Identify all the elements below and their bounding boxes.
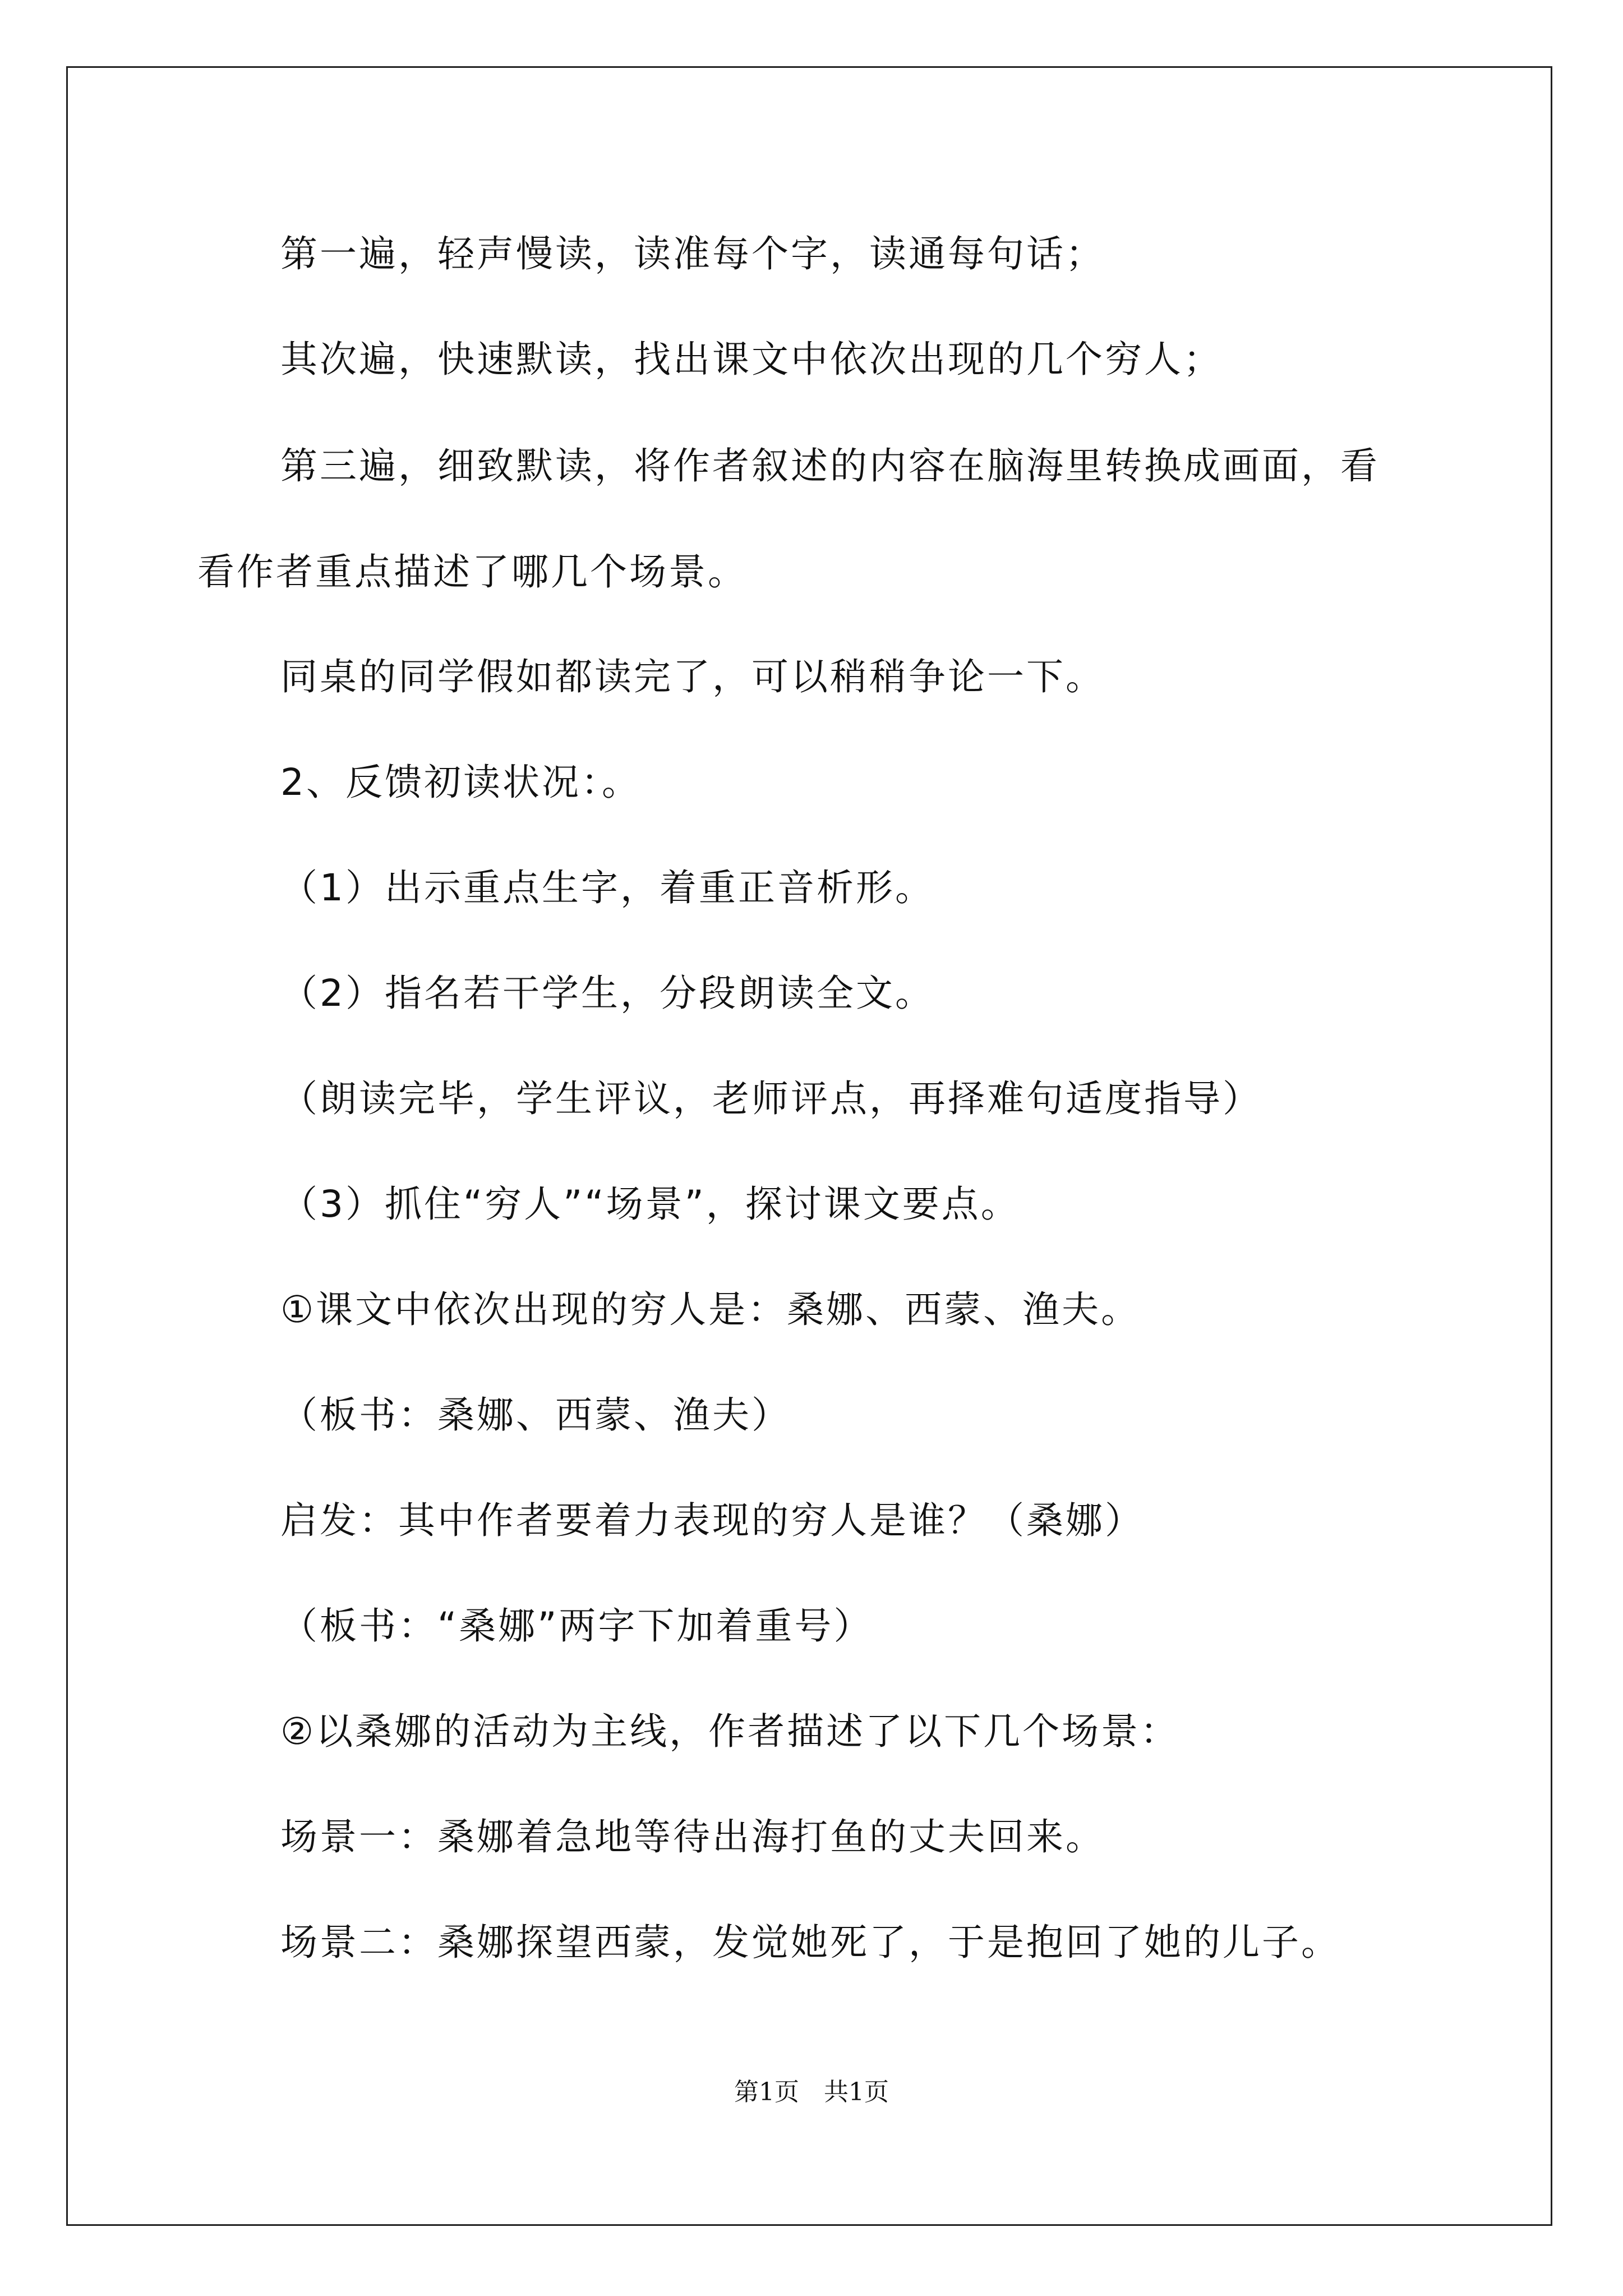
page-border [66,66,1552,2226]
paragraph-line: 场景一：桑娜着急地等待出海打鱼的丈夫回来。 [280,1815,1105,1858]
paragraph-line: （2）指名若干学生，分段朗读全文。 [280,972,934,1015]
paragraph-line: 第三遍，细致默读，将作者叙述的内容在脑海里转换成画面，看 [280,444,1380,487]
paragraph-line: ②以桑娜的活动为主线，作者描述了以下几个场景： [280,1710,1180,1753]
paragraph-line: 同桌的同学假如都读完了，可以稍稍争论一下。 [280,655,1105,698]
paragraph-line: 其次遍，快速默读，找出课文中依次出现的几个穷人； [280,338,1223,381]
paragraph-line: （板书：“桑娜”两字下加着重号） [280,1604,873,1648]
page-number-footer: 第1页 共1页 [734,2078,889,2106]
paragraph-line: （朗读完毕，学生评议，老师评点，再择难句适度指导） [280,1077,1262,1120]
paragraph-line: 场景二：桑娜探望西蒙，发觉她死了，于是抱回了她的儿子。 [280,1921,1340,1964]
paragraph-line: （板书：桑娜、西蒙、渔夫） [280,1393,791,1437]
paragraph-line: 第一遍，轻声慢读，读准每个字，读通每句话； [280,232,1105,275]
paragraph-line: 2、反馈初读状况：。 [280,761,641,804]
paragraph-line: 启发：其中作者要着力表现的穷人是谁？（桑娜） [280,1499,1144,1542]
paragraph-line: ①课文中依次出现的穷人是：桑娜、西蒙、渔夫。 [280,1288,1141,1331]
paragraph-line: （1）出示重点生字，着重正音析形。 [280,866,934,909]
paragraph-line: 看作者重点描述了哪几个场景。 [197,550,747,593]
paragraph-line: （3）抓住“穷人”“场景”，探讨课文要点。 [280,1182,1020,1226]
